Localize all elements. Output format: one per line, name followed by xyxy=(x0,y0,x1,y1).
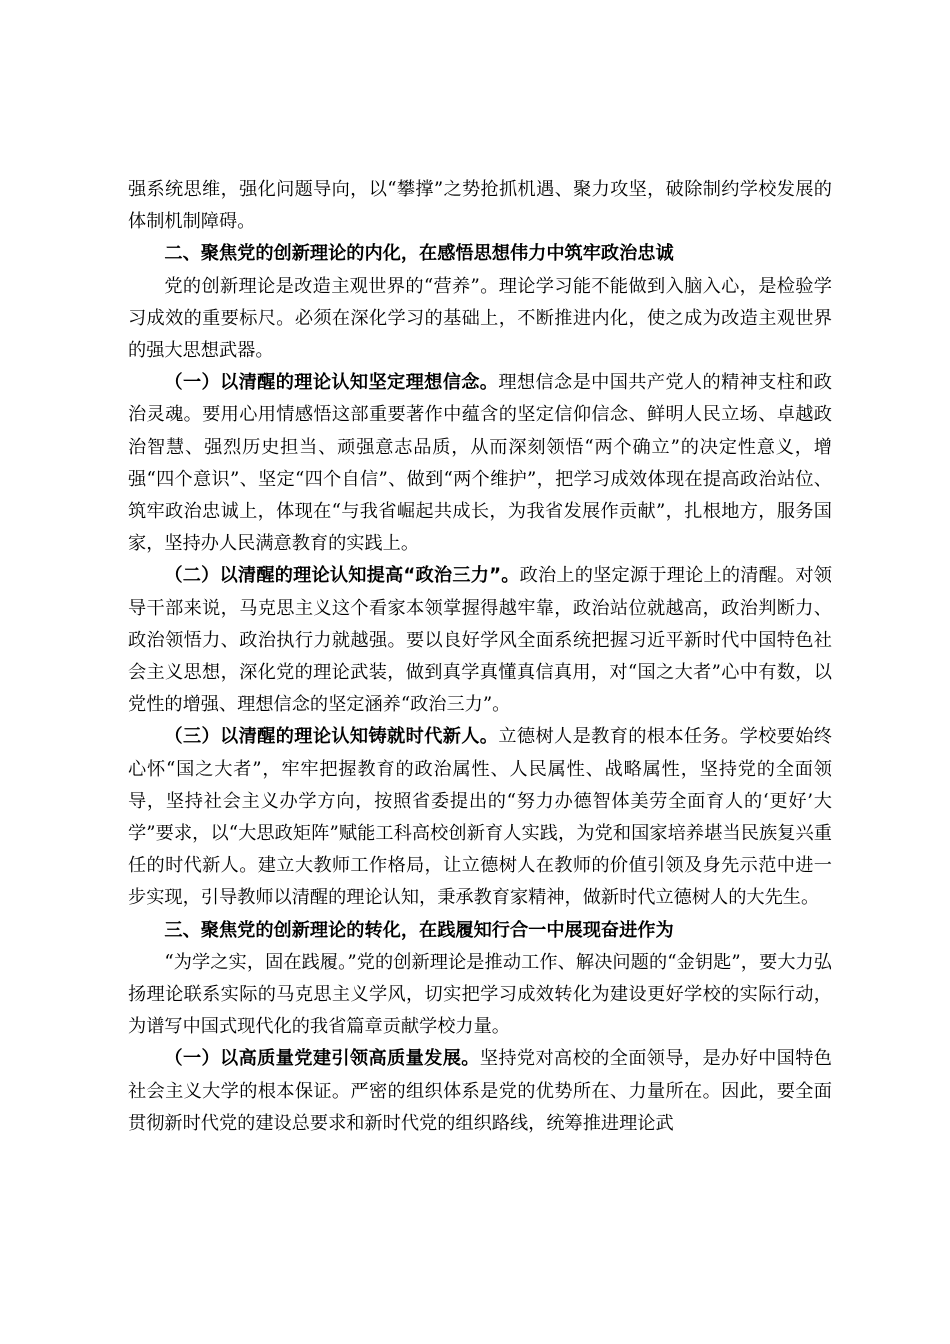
paragraph-lead: （三）以清醒的理论认知铸就时代新人。 xyxy=(164,726,499,748)
paragraph-2-3 xyxy=(128,721,832,914)
paragraph-intro-2: 党的创新理论是改造主观世界的“营养”。理论学习能不能做到入脑入心，是检验学习成效的重要标尺。必须在深化学习的基础上，不断推进内化，使之成为改造主观世界的强大思想武器。 xyxy=(128,275,832,362)
section-heading-3: 三、聚焦党的创新理论的转化，在践履知行合一中展现奋进作为 xyxy=(164,919,674,941)
paragraph-intro-3: “为学之实，固在践履。”党的创新理论是推动工作、解决问题的“金钥匙”，要大力弘扬理论联系实际的马克思主义学风，切实把学习成效转化为建设更好学校的实际行动，为谱写中国式现代化的我省篇章贡献学校力量。 xyxy=(128,951,832,1038)
section-heading-2: 二、聚焦党的创新理论的内化，在感悟思想伟力中筑牢政治忠诚 xyxy=(164,243,674,265)
paragraph-text: 坚持党对高校的全面领导，是办好中国特色社会主义大学的根本保证。严密的组织体系是党的优势所在、力量所在。因此，要全面贯彻新时代党的建设总要求和新时代党的组织路线，统筹推进理论武 xyxy=(128,1048,832,1134)
paragraph-3-1 xyxy=(128,1043,832,1140)
paragraph-text: 政治上的坚定源于理论上的清醒。对领导干部来说，马克思主义这个看家本领掌握得越牢靠，政治站位就越高，政治判断力、政治领悟力、政治执行力就越强。要以良好学风全面系统把握习近平新时代中国特色社会主义思想，深化党的理论武装，做到真学真懂真信真用，对“国之大者”心中有数，以党性的增强、理想信念的坚定涵养“政治三力”。 xyxy=(128,565,832,716)
paragraph-lead: （一）以清醒的理论认知坚定理想信念。 xyxy=(164,372,499,394)
document-body xyxy=(128,174,832,1140)
paragraph-2-2 xyxy=(128,560,832,721)
paragraph-lead: （二）以清醒的理论认知提高“政治三力”。 xyxy=(164,565,520,587)
paragraph-text: 立德树人是教育的根本任务。学校要始终心怀“国之大者”，牢牢把握教育的政治属性、人民属性、战略属性，坚持党的全面领导，坚持社会主义办学方向，按照省委提出的“努力办德智体美劳全面育人的‘更好’大学”要求，以“大思政矩阵”赋能工科高校创新育人实践，为党和国家培养堪当民族复兴重任的时代新人。建立大教师工作格局，让立德树人在教师的价值引领及身先示范中进一步实现，引导教师以清醒的理论认知，秉承教育家精神，做新时代立德树人的大先生。 xyxy=(128,726,832,909)
paragraph-lead: （一）以高质量党建引领高质量发展。 xyxy=(164,1048,480,1070)
paragraph-2-1 xyxy=(128,367,832,560)
paragraph-text: 理想信念是中国共产党人的精神支柱和政治灵魂。要用心用情感悟这部重要著作中蕴含的坚定信仰信念、鲜明人民立场、卓越政治智慧、强烈历史担当、顽强意志品质，从而深刻领悟“两个确立”的决定性意义，增强“四个意识”、坚定“四个自信”、做到“两个维护”，把学习成效体现在提高政治站位、筑牢政治忠诚上，体现在“与我省崛起共成长，为我省发展作贡献”，扎根地方，服务国家，坚持办人民满意教育的实践上。 xyxy=(128,372,832,555)
paragraph-continuation: 强系统思维，强化问题导向，以“攀撑”之势抢抓机遇、聚力攻坚，破除制约学校发展的体制机制障碍。 xyxy=(128,179,832,233)
